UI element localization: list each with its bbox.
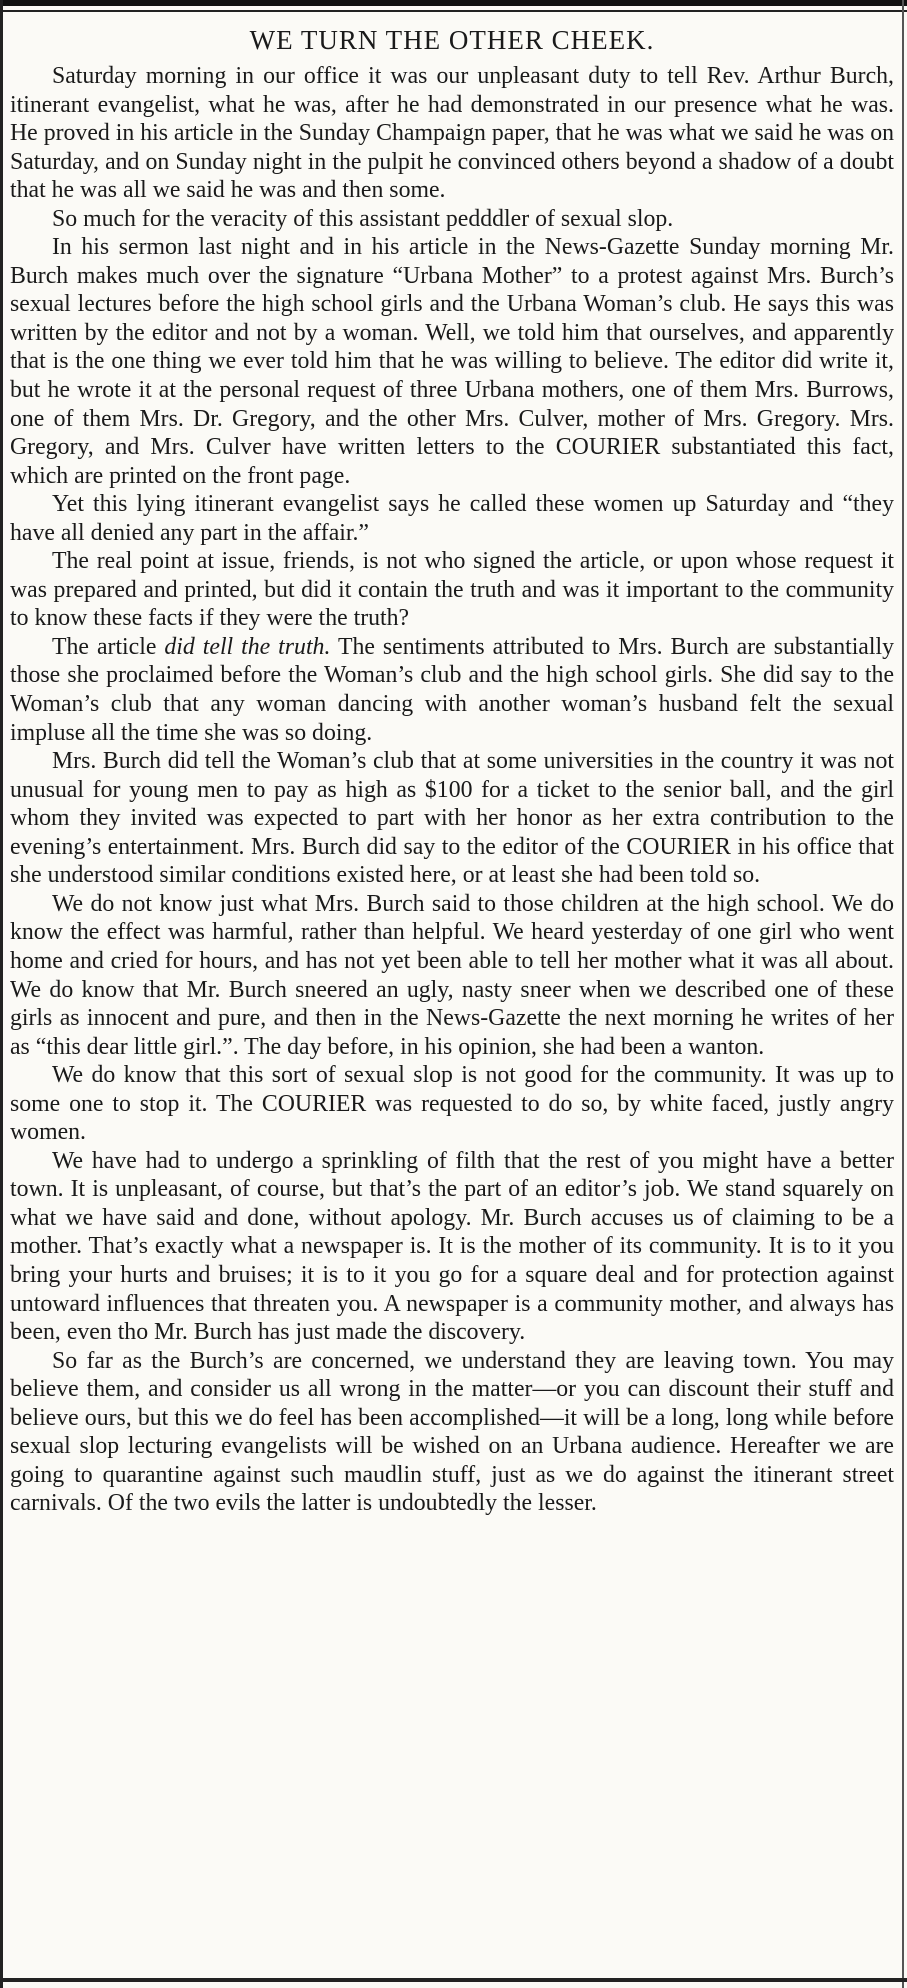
paragraph-6 (10, 633, 894, 747)
paragraph-11: So far as the Burch’s are concerned, we understand they are leaving town. You may believe them, and consider us all wrong in the matter—or you can discount their stuff and believe ours, but this we do feel has been accomplished—it will be a long, long while before sexual slop lecturing evangelists will be wished on an Urbana audience. Hereafter we are going to quarantine against such maudlin stuff, just as we do against the itinerant street carnivals. Of the two evils the latter is undoubtedly the lesser. (10, 1347, 894, 1517)
paragraph-5: The real point at issue, friends, is not who signed the article, or upon whose request it was prepared and printed, but did it contain the truth and was it important to the community to know these facts if they were the truth? (10, 548, 894, 632)
paragraph-6-lead: The article (52, 633, 165, 660)
paragraph-6-rest: The sentiments attributed to Mrs. Burch are substantially those she proclaimed before the Woman’s club and the high school girls. She did say to the Woman’s club that any woman dancing with another woman’s husband felt the sexual impluse all the time she was so doing. (10, 633, 894, 746)
article-title: WE TURN THE OTHER CHEEK. (249, 25, 655, 55)
paragraph-3-text-b: substantiated this fact, which are printed on the front page. (10, 434, 894, 489)
paragraph-2: So much for the veracity of this assistant pedddler of sexual slop. (52, 205, 674, 232)
right-border-rule (902, 0, 904, 1988)
paragraph-9-text-b: was requested to do so, by white faced, justly angry women. (10, 1090, 894, 1146)
top-thin-rule (0, 10, 907, 12)
paragraph-3 (10, 233, 894, 490)
article-column (10, 22, 894, 1518)
paragraph-4: Yet this lying itinerant evangelist says he called these women up Saturday and “they have all denied any part in the affair.” (10, 491, 894, 546)
courier-name: COURIER (555, 434, 661, 461)
paragraph-3-text-a: In his sermon last night and in his article in the News-Gazette Sunday morning Mr. Burch makes much over the signature “Urbana Mother” to a protest against Mrs. Burch’s sexual lectures before the high school girls and the Urbana Woman’s club. He says this was written by the editor and not by a woman. Well, we told him that ourselves, and apparently that is the one thing we ever told him that he was willing to believe. The editor did write it, but he wrote it at the personal request of three Urbana mothers, one of them Mrs. Burrows, one of them Mrs. Dr. Gregory, and the other Mrs. Culver, mother of Mrs. Gregory. Mrs. Gregory, and Mrs. Culver have written letters to the (10, 234, 894, 461)
paragraph-7-text-a: Mrs. Burch did tell the Woman’s club that at some universities in the country it was not unusual for young men to pay as high as $100 for a ticket to the senior ball, and the girl whom they invited was expected to part with her honor as her extra contribution to the evening’s entertainment. Mrs. Burch did say to the editor of the (10, 748, 894, 860)
paragraph-1: Saturday morning in our office it was our unpleasant duty to tell Rev. Arthur Burch, itinerant evangelist, what he was, after he had demonstrated in our presence what he was. He proved in his article in the Sunday Champaign paper, that he was what we said he was on Saturday, and on Sunday night in the pulpit he convinced others beyond a shadow of a doubt that he was all we said he was and then some. (10, 63, 894, 204)
paragraph-7-text-b: in his office that she understood similar conditions existed here, or at least she had been told so. (10, 833, 894, 889)
paragraph-9-text-a: We do know that this sort of sexual slop is not good for the community. It was up to some one to stop it. The (10, 1062, 894, 1117)
left-border-rule (0, 0, 3, 1988)
bottom-border-rule (0, 1978, 907, 1982)
top-border-rule (0, 0, 907, 6)
courier-name: COURIER (626, 833, 731, 860)
paragraph-7 (10, 747, 894, 890)
paragraph-9 (10, 1061, 894, 1147)
paragraph-10: We have had to undergo a sprinkling of filth that the rest of you might have a better town. It is unpleasant, of course, but that’s the part of an editor’s job. We stand squarely on what we have said and done, without apology. Mr. Burch accuses us of claiming to be a mother. That’s exactly what a newspaper is. It is the mother of its community. It is to it you bring your hurts and bruises; it is to it you go for a square deal and for protection against untoward influences that threaten you. A newspaper is a community mother, and always has been, even tho Mr. Burch has just made the discovery. (10, 1147, 894, 1346)
paragraph-6-emphasis: did tell the truth. (164, 633, 331, 660)
paragraph-8: We do not know just what Mrs. Burch said to those children at the high school. We do know the effect was harmful, rather than helpful. We heard yesterday of one girl who went home and cried for hours, and has not yet been able to tell her mother what it was all about. We do know that Mr. Burch sneered an ugly, nasty sneer when we described one of these girls as innocent and pure, and then in the News-Gazette the next morning he writes of her as “this dear little girl.”. The day before, in his opinion, she had been a wanton. (10, 890, 894, 1060)
courier-name: COURIER (261, 1090, 367, 1117)
